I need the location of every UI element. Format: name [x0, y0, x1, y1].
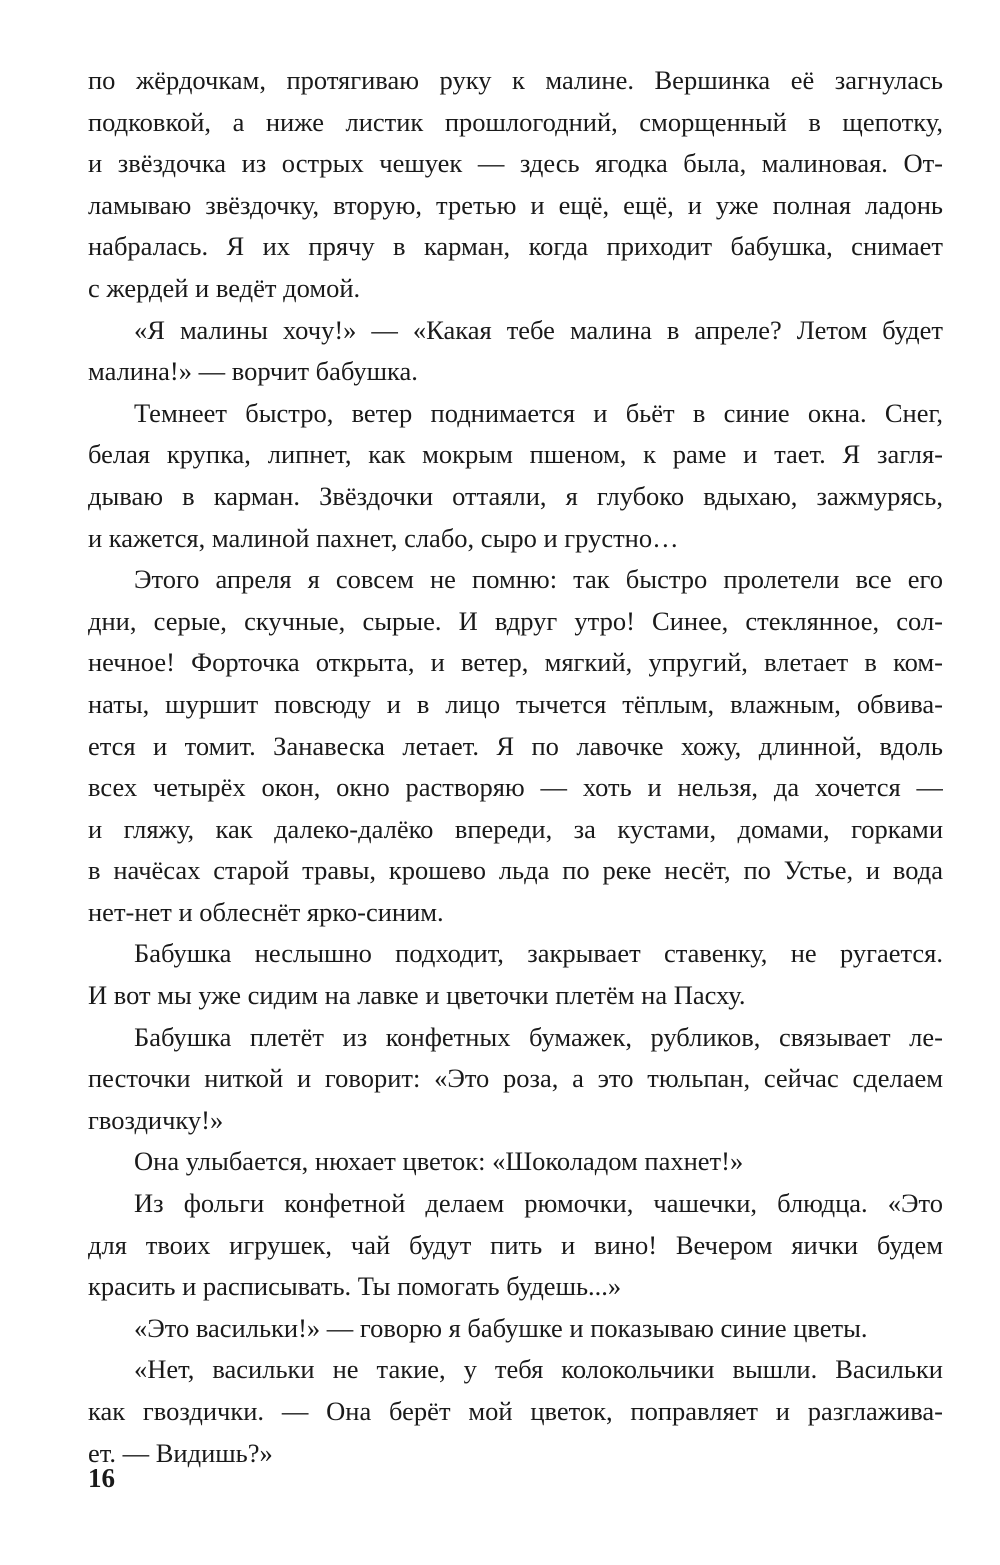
- text-line: в начёсах старой травы, крошево льда по реке несёт, по Устье, и вода: [88, 855, 943, 886]
- text-line: как гвоздички. — Она берёт мой цветок, поправляет и разглажива-: [88, 1396, 943, 1426]
- text-line: песточки ниткой и говорит: «Это роза, а это тюльпан, сейчас сделаем: [88, 1063, 943, 1094]
- text-line: «Я малины хочу!» — «Какая тебе малина в апреле? Летом будет: [134, 314, 943, 345]
- text-line: нет-нет и облеснёт ярко-синим.: [88, 896, 444, 927]
- text-line: И вот мы уже сидим на лавке и цветочки плетём на Пасху.: [88, 980, 746, 1011]
- text-line: наты, шуршит повсюду и в лицо тычется тёплым, влажным, обвива-: [88, 688, 943, 719]
- text-line: малина!» — ворчит бабушка.: [88, 356, 418, 387]
- text-line: набралась. Я их прячу в карман, когда приходит бабушка, снимает: [88, 231, 943, 262]
- text-line: «Нет, васильки не такие, у тебя колокольчики вышли. Васильки: [134, 1354, 943, 1385]
- text-line: с жердей и ведёт домой.: [88, 272, 361, 303]
- text-line: ет. — Видишь?»: [88, 1437, 273, 1468]
- text-line: Темнеет быстро, ветер поднимается и бьёт в синие окна. Снег,: [134, 397, 943, 428]
- text-line: ется и томит. Занавеска летает. Я по лавочке хожу, длинной, вдоль: [88, 730, 943, 761]
- text-line: всех четырёх окон, окно растворяю — хоть и нельзя, да хочется —: [88, 772, 943, 803]
- page-body-text: [88, 60, 943, 1500]
- page-number: 16: [88, 1463, 115, 1493]
- text-line: подковкой, а ниже листик прошлогодний, сморщенный в щепотку,: [88, 106, 943, 137]
- text-line: и гляжу, как далеко-далёко впереди, за кустами, домами, горками: [88, 813, 943, 844]
- text-line: Этого апреля я совсем не помню: так быстро пролетели все его: [134, 564, 943, 595]
- text-line: и звёздочка из острых чешуек — здесь ягодка была, малиновая. От-: [88, 148, 943, 179]
- text-line: для твоих игрушек, чай будут пить и вино! Вечером яички будем: [88, 1229, 943, 1260]
- text-line: «Это васильки!» — говорю я бабушке и показываю синие цветы.: [134, 1312, 868, 1343]
- text-line: красить и расписывать. Ты помогать будешь...»: [88, 1271, 622, 1302]
- text-line: белая крупка, липнет, как мокрым пшеном, к раме и тает. Я загля-: [88, 439, 943, 470]
- text-line: Из фольги конфетной делаем рюмочки, чашечки, блюдца. «Это: [134, 1188, 943, 1219]
- text-line: Бабушка плетёт из конфетных бумажек, рубликов, связывает ле-: [134, 1021, 943, 1052]
- text-line: ламываю звёздочку, вторую, третью и ещё, ещё, и уже полная ладонь: [88, 189, 943, 220]
- text-line: дни, серые, скучные, сырые. И вдруг утро! Синее, стеклянное, сол-: [88, 605, 943, 636]
- text-line: Бабушка неслышно подходит, закрывает ставенку, не ругается.: [134, 938, 943, 969]
- text-line: нечное! Форточка открыта, и ветер, мягкий, упругий, влетает в ком-: [88, 647, 943, 678]
- text-line: и кажется, малиной пахнет, слабо, сыро и грустно…: [88, 522, 679, 553]
- text-line: гвоздичку!»: [88, 1104, 224, 1135]
- text-line: Она улыбается, нюхает цветок: «Шоколадом пахнет!»: [134, 1146, 744, 1177]
- text-line: дываю в карман. Звёздочки оттаяли, я глубоко вдыхаю, зажмурясь,: [88, 480, 943, 511]
- text-line: по жёрдочкам, протягиваю руку к малине. Вершинка её загнулась: [88, 65, 943, 95]
